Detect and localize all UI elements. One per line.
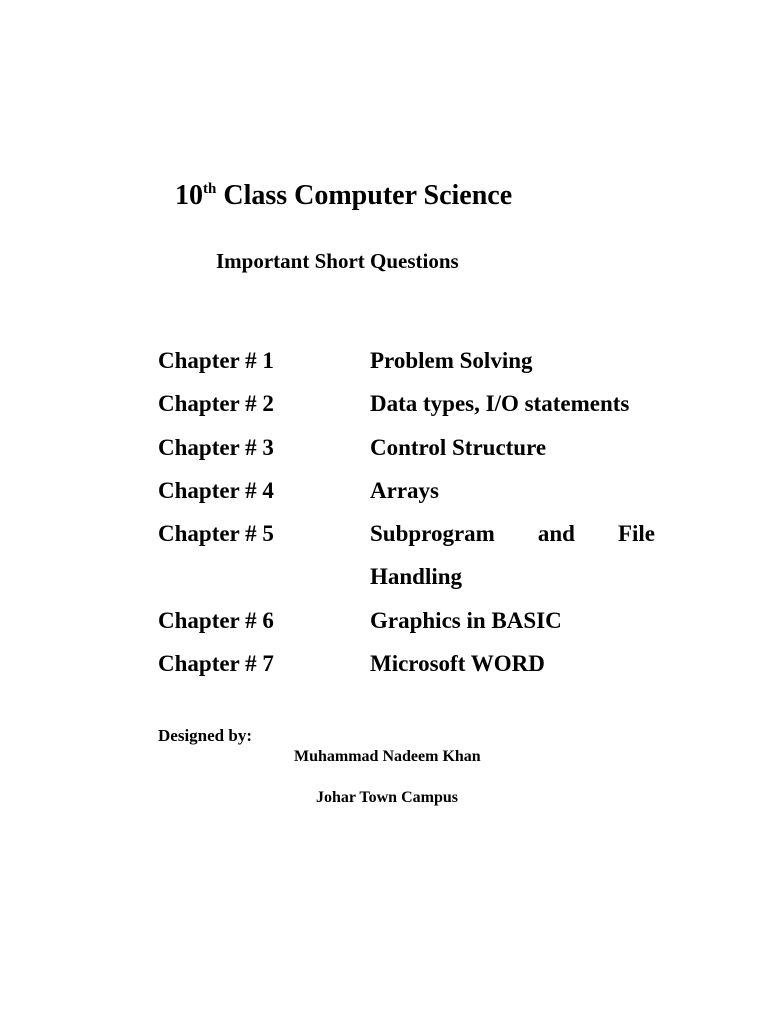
chapter-list [158, 339, 655, 685]
designer-campus: Johar Town Campus [316, 789, 458, 806]
chapter-number: Chapter # 1 [158, 348, 274, 373]
chapter-topic: Arrays [370, 477, 439, 503]
chapter-topic: Microsoft WORD [370, 651, 545, 677]
title-text: Class Computer Science [216, 180, 513, 211]
chapter-number: Chapter # 7 [158, 651, 274, 677]
chapter-row [158, 599, 655, 642]
chapter-topic: Subprogram and File Handling [370, 521, 655, 590]
chapter-number: Chapter # 6 [158, 607, 274, 633]
chapter-number: Chapter # 3 [158, 434, 274, 460]
chapter-number: Chapter # 5 [158, 521, 274, 547]
chapter-number: Chapter # 2 [158, 391, 274, 417]
chapter-row [158, 512, 655, 599]
chapter-row [158, 339, 655, 382]
designed-by-label: Designed by: [158, 726, 252, 745]
title-superscript: th [203, 181, 217, 197]
chapter-row [158, 382, 655, 425]
page-subtitle: Important Short Questions [216, 249, 459, 273]
chapter-number: Chapter # 4 [158, 477, 274, 503]
chapter-row [158, 426, 655, 469]
chapter-topic: Data types, I/O statements [370, 391, 630, 417]
chapter-row [158, 642, 655, 685]
chapter-topic: Control Structure [370, 434, 547, 460]
page-title [175, 176, 512, 220]
chapter-topic: Problem Solving [370, 348, 533, 373]
chapter-topic: Graphics in BASIC [370, 607, 562, 633]
title-number: 10 [175, 180, 203, 211]
designer-name: Muhammad Nadeem Khan [294, 748, 481, 765]
chapter-row [158, 469, 655, 512]
